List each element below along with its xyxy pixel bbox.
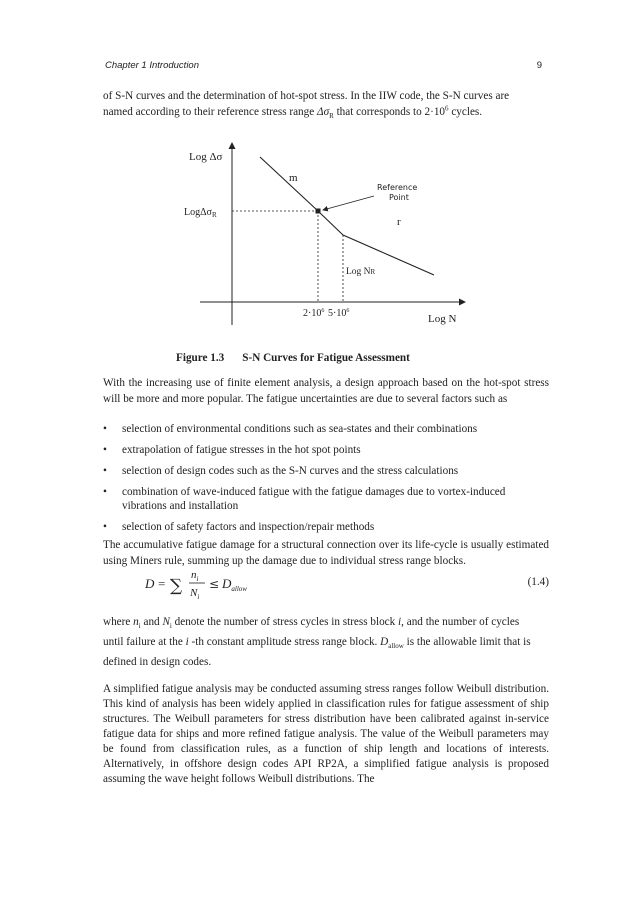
cycles-exponent: 6 bbox=[445, 104, 449, 113]
intro-paragraph bbox=[103, 88, 549, 120]
delta-sigma-sub: R bbox=[329, 112, 334, 121]
eq-le: ≤ bbox=[209, 577, 220, 591]
slope-r-label: r bbox=[397, 216, 401, 228]
reference-point-marker bbox=[316, 209, 321, 214]
reference-point-arrow bbox=[323, 196, 374, 210]
miner-equation bbox=[145, 566, 549, 602]
sn-curve-figure bbox=[160, 140, 480, 335]
uncertainty-list bbox=[103, 422, 549, 541]
intro-line-1: of S-N curves and the determination of hot-spot stress. In the IIW code, the S-N curves are bbox=[103, 90, 510, 102]
reference-point-label-2: Point bbox=[389, 193, 409, 202]
x-axis-label: Log N bbox=[428, 313, 457, 325]
list-item: • selection of environmental conditions such as sea-states and their combinations bbox=[103, 422, 549, 436]
eq-equals: = bbox=[158, 576, 166, 591]
eq-rhs: $D_{allow}$ bbox=[222, 576, 247, 593]
curve-slope-m bbox=[260, 157, 318, 211]
eq-sum-symbol: ∑ bbox=[170, 576, 183, 596]
equation-formula bbox=[145, 566, 295, 602]
figure-caption bbox=[176, 352, 410, 364]
page-number: 9 bbox=[536, 60, 542, 71]
list-item: • extrapolation of fatigue stresses in the hot spot points bbox=[103, 443, 549, 457]
eq-denominator: $N_i$ bbox=[190, 587, 200, 601]
intro-line-2a: named according to their reference stress range bbox=[103, 106, 318, 118]
y-axis-label: Log Δσ bbox=[189, 151, 223, 163]
intro-line-2c: cycles. bbox=[448, 106, 483, 118]
fem-paragraph: With the increasing use of finite element analysis, a design approach based on the hot-spot stress will be more and more popular. The fatigue uncertainties are due to several factors such as bbox=[103, 377, 549, 405]
var-i: i bbox=[398, 616, 402, 628]
log-nr-label: Log NR bbox=[346, 267, 376, 277]
miner-paragraph: The accumulative fatigue damage for a structural connection over its life-cycle is usually estimated using Miners rule, summing up the damage due to individual stress range blocks. bbox=[103, 539, 549, 567]
reference-point-label-1: Reference bbox=[377, 183, 418, 192]
delta-sigma-symbol: Δσ bbox=[317, 106, 330, 118]
eq-numerator: $n_i$ bbox=[191, 569, 199, 583]
eq-lhs: D bbox=[145, 576, 155, 591]
var-i: i bbox=[185, 636, 189, 648]
reference-level-label: LogΔσ$_R$ bbox=[184, 207, 217, 219]
var-N: N bbox=[162, 616, 170, 628]
list-item: • selection of safety factors and inspection/repair methods bbox=[103, 520, 549, 534]
slope-m-label: m bbox=[289, 172, 298, 184]
running-title: Chapter 1 Introduction bbox=[105, 60, 200, 71]
x-tick-2e6: $2\cdot 10^6$ bbox=[303, 308, 325, 319]
figure-title: S-N Curves for Fatigue Assessment bbox=[242, 352, 410, 364]
where-paragraph: where $n_i$ and $N_i$ denote the number of stress cycles in stress block i, and the number of cycles until failure at the i -th constant amplitude stress range block. $D_{allow}$ is the allowable limit that is defined in design codes. bbox=[103, 616, 531, 668]
list-item: • combination of wave-induced fatigue with the fatigue damages due to vortex-induced vibrations and installation bbox=[103, 485, 549, 513]
list-item: • selection of design codes such as the S-N curves and the stress calculations bbox=[103, 464, 549, 478]
var-d-allow: D bbox=[380, 636, 389, 648]
equation-number: (1.4) bbox=[527, 576, 549, 588]
intro-line-2b: that corresponds to bbox=[333, 106, 425, 118]
x-tick-5e6: $5\cdot 10^6$ bbox=[328, 308, 350, 319]
figure-number: Figure 1.3 bbox=[176, 352, 225, 364]
var-n: n bbox=[133, 616, 139, 628]
weibull-paragraph: A simplified fatigue analysis may be conducted assuming stress ranges follow Weibull distribution. This kind of analysis has been widely applied in classification rules for fatigue assessment of ship structures. The Weibull parameters for stress distribution have been calibrated against in-service fatigue data for ships and more refined fatigue analysis. The value of the Weibull parameters may be found from classification rules, as a function of ship length and locations of interests. Alternatively, in offshore design codes API RP2A, a simplified fatigue analysis is proposed assuming the wave height follows Weibull distributions. The bbox=[103, 683, 549, 785]
sn-curve-diagram bbox=[160, 140, 480, 335]
cycles-value: 2·10 bbox=[424, 106, 446, 118]
